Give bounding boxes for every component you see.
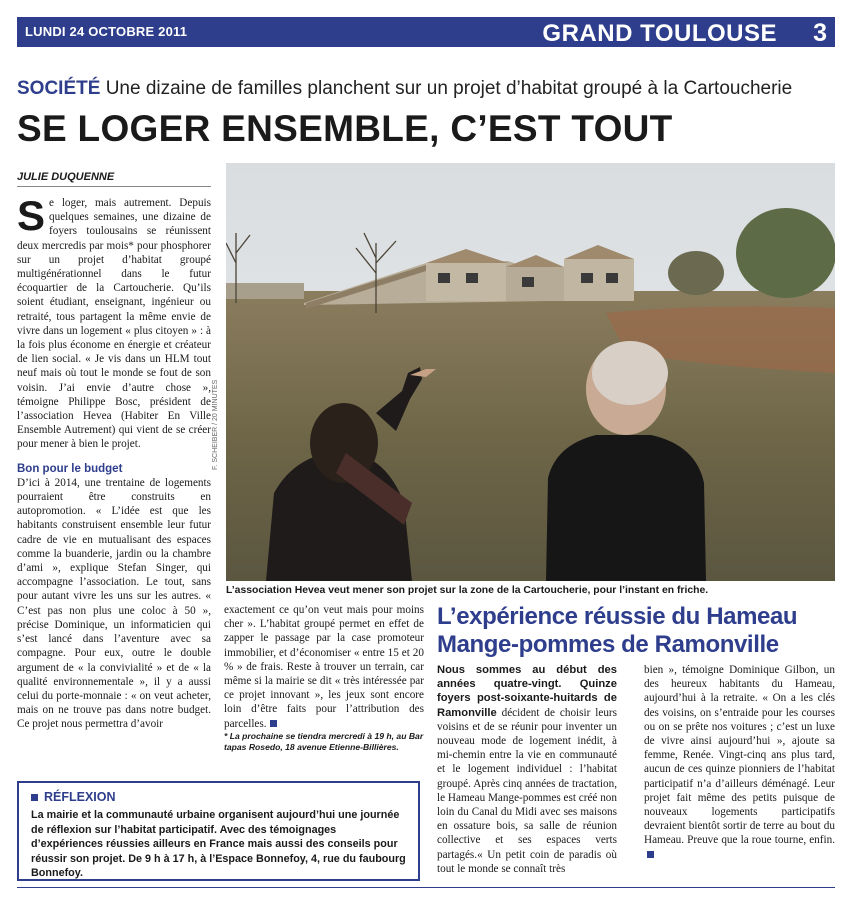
- article-photo: [226, 163, 835, 581]
- article-paragraph-2: D’ici à 2014, une trentaine de logements pourraient être construits en autopromotion. « L’idée est que les habitants construisent ensemble leur futur cadre de vie en mutualisant des espaces comme la buanderie, jardin ou la chambre d’ami », explique Stefan Singer, qui accompagne l’association. Le tout, sans pour autant vivre les uns sur les autres. « C’est pas non plus une coloc à 50 », précise Dominique, un informaticien qui s’est lancé dans l’aventure avec sa compagne. Pour eux, outre le double argument de « la convivialité » et de « la qualité environnementale », il y a aussi celui du porte-monnaie : « on veut acheter, mais on ne trouve pas dans notre budget. Ce projet nous permettra d’avoir: [17, 476, 211, 731]
- footnote: * La prochaine se tiendra mercredi à 19 h, au Bar tapas Rosedo, 18 avenue Etienne-Billières.: [224, 731, 424, 752]
- issue-date: LUNDI 24 OCTOBRE 2011: [25, 24, 188, 39]
- end-mark-icon: [647, 851, 654, 858]
- kicker: [17, 78, 792, 100]
- reflexion-title: [31, 790, 406, 804]
- sidebar-text-2: bien », témoigne Dominique Gilbon, un des heureux habitants du Hameau, aujourd’hui à la retraite. « On a les clés des voisins, on s’entraide pour les courses ou on se prête nos voitures ; c’est un luxe de vivre ainsi aujourd’hui », ajoute sa femme, Renée. Vingt-cinq ans plus tard, aucun de ces quinze pionniers de l’habitat participatif n’a d’ailleurs déménagé. Leur projet fait même des petits puisque de nouveaux logements participatifs devraient bientôt sortir de terre au bout du Hameau. Preuve que la roue tourne, enfin.: [644, 664, 835, 847]
- page-number: 3: [813, 19, 827, 47]
- sidebar-column-1: [437, 663, 617, 883]
- article-continuation: [224, 603, 424, 731]
- kicker-text: Une dizaine de familles planchent sur un projet d’habitat groupé à la Cartoucherie: [105, 78, 793, 99]
- article-column: [17, 192, 211, 776]
- kicker-tag: SOCIÉTÉ: [17, 78, 101, 99]
- article-subhead: Bon pour le budget: [17, 462, 123, 475]
- sidebar-headline: L’expérience réussie du Hameau Mange-pommes de Ramonville: [437, 603, 798, 658]
- byline-rule: [17, 186, 211, 187]
- bottom-rule: [17, 887, 835, 888]
- sidebar-text-1: décident de choisir leurs voisins et de se réunir pour inventer un nouveau mode de logement inédit, à mi-chemin entre la vie en communauté et le logement individuel : l’habitat groupé. Après cinq années de tractation, le Hameau Mange-pommes est créé non loin du Canal du Midi avec ses maisons en ossature bois, sa salle de réunion collective et ses espaces verts partagés.« Un petit coin de paradis où tout le monde se connaît très: [437, 706, 618, 875]
- byline: JULIE DUQUENNE: [17, 171, 115, 183]
- end-mark-icon: [270, 720, 277, 727]
- article-paragraph-1: e loger, mais autrement. Depuis quelques semaines, une dizaine de foyers toulousains se réunissent deux mercredis par mois* pour phosphorer sur un projet d’habitat groupé multigénérationnel dans le futur écoquartier de la Cartoucherie. Qu’ils soient étudiant, enseignant, ingénieur ou retraité, tous partagent la même envie de vivre dans un logement « plus citoyen » : à la fois plus économe en énergie et créateur de lien social. « Je vis dans un HLM tout neuf mais où tout le monde se fout de son voisin. J’ai envie d’autre chose », témoigne Philippe Bosc, président de l’association Hevea (Habiter En Ville Ensemble Autrement) qui vient de se créer pour mener à bien le projet.: [17, 197, 211, 451]
- reflexion-title-text: RÉFLEXION: [44, 790, 116, 804]
- photo-credit: F. SCHEIBER / 20 MINUTES: [212, 379, 219, 470]
- section-title: GRAND TOULOUSE: [542, 20, 777, 47]
- reflexion-box: [17, 781, 420, 881]
- article-paragraph-3-text: exactement ce qu’on veut mais pour moins cher ». L’habitat groupé permet en effet de zapper le passage par la case promoteur immobilier, et d’économiser « entre 15 et 20 % » de frais. Reste à trouver un terrain, car même si la mairie se dit « très intéressée par ce projet innovant », les jeux sont encore loin d’être faits pour l’attribution des parcelles.: [224, 604, 424, 730]
- header-band: [17, 17, 835, 47]
- photo-caption: L’association Hevea veut mener son projet sur la zone de la Cartoucherie, pour l’instant en friche.: [226, 585, 709, 596]
- sidebar-column-2: [644, 663, 835, 883]
- article-paragraph-3: [224, 603, 424, 731]
- square-bullet-icon: [31, 794, 38, 801]
- reflexion-body: La mairie et la communauté urbaine organisent aujourd’hui une journée de réflexion sur l’habitat participatif. Avec des témoignages d’expériences réussies ailleurs en France mais aussi des conseils pour réussir son projet. De 9 h à 17 h, à l’Espace Bonnefoy, 4, rue du faubourg Bonnefoy.: [31, 809, 406, 879]
- dropcap: S: [17, 192, 46, 239]
- sidebar-lead: Nous sommes au début des années quatre-vingt. Quinze foyers post-soixante-huitards de Ramonville: [437, 664, 617, 719]
- headline: SE LOGER ENSEMBLE, C’EST TOUT: [17, 108, 673, 149]
